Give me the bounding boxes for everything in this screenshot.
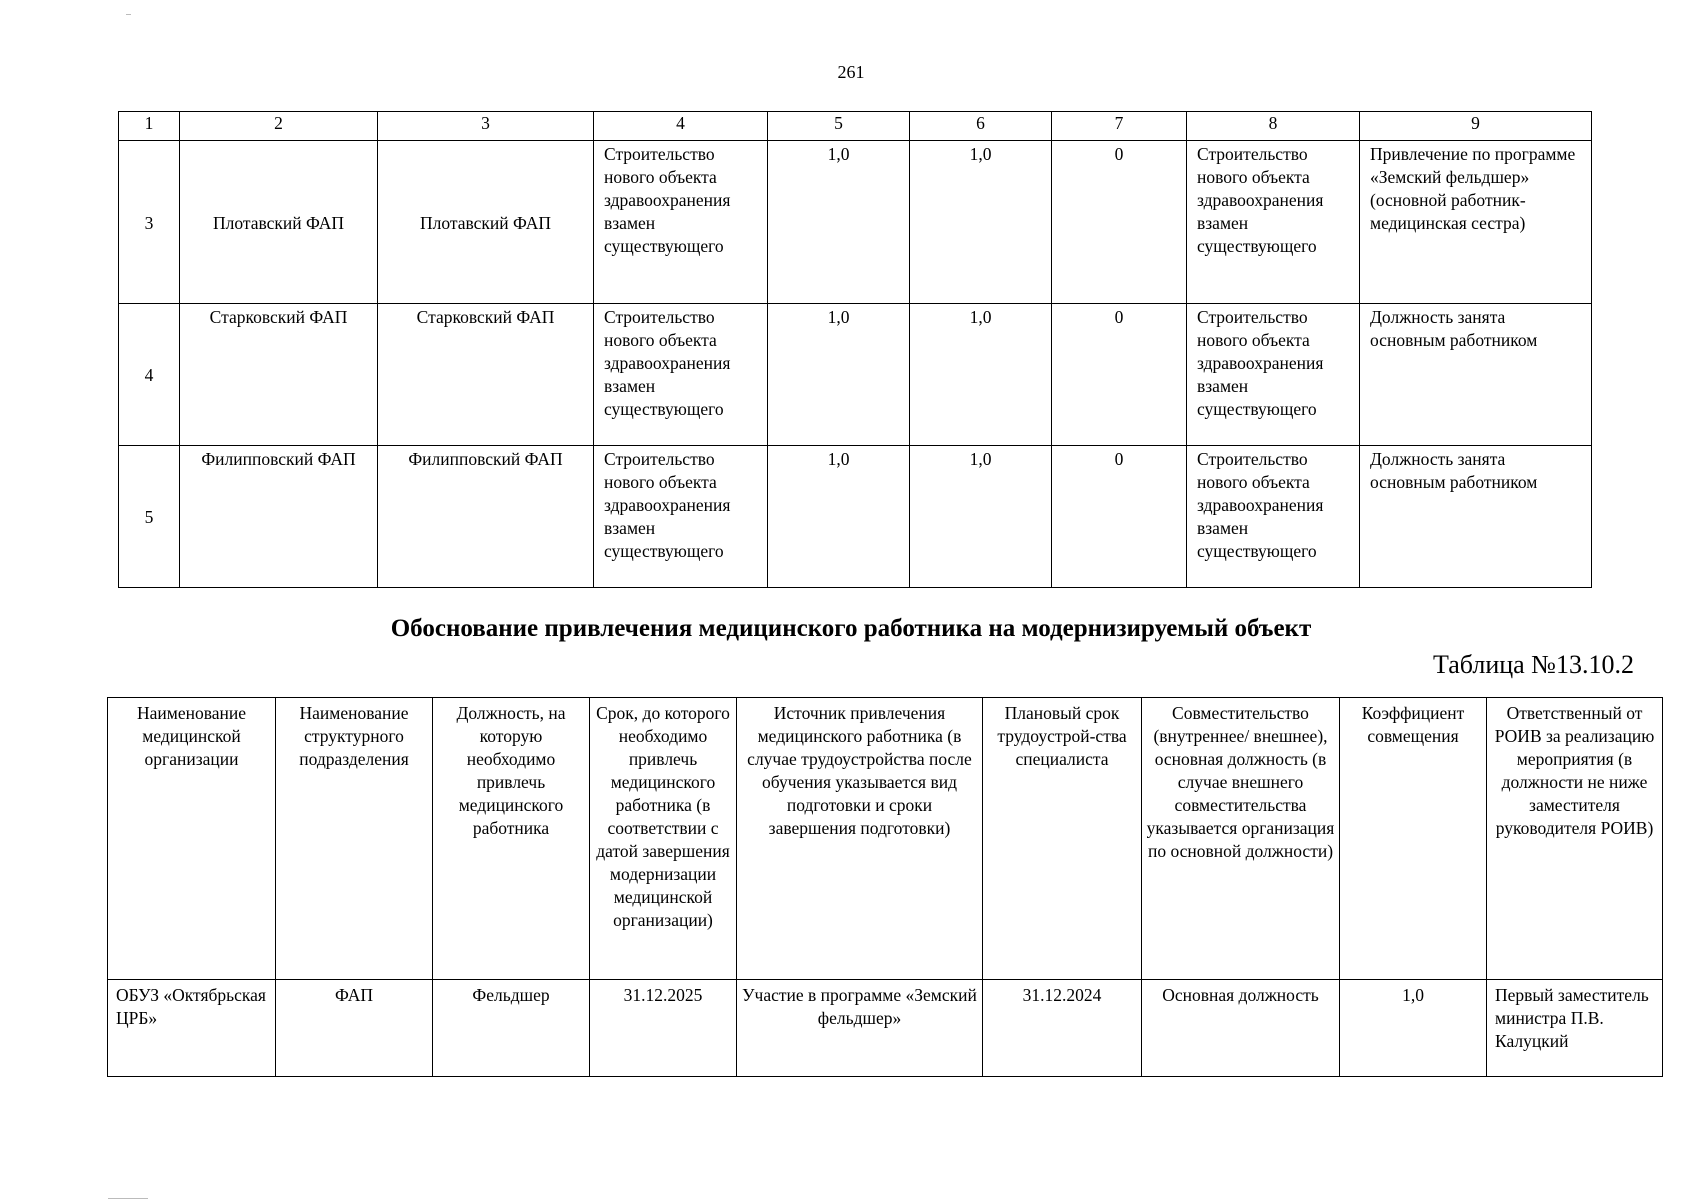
organization-cell: ОБУЗ «Октябрьская ЦРБ»	[108, 980, 276, 1077]
action-cell: Строительство нового объекта здравоохранения взамен существующего	[594, 446, 768, 588]
column-header: Плановый срок трудоустрой-ства специалиста	[983, 698, 1142, 980]
column-header: Коэффициент совмещения	[1340, 698, 1487, 980]
deadline-cell: 31.12.2025	[590, 980, 737, 1077]
column-header: Совместительство (внутреннее/ внешнее), основная должность (в случае внешнего совместительства указывается организация по основной должности)	[1142, 698, 1340, 980]
column-number: 2	[180, 112, 378, 141]
scan-artifact	[108, 1198, 148, 1199]
column-number: 4	[594, 112, 768, 141]
value-cell: 1,0	[768, 304, 910, 446]
result-cell: Строительство нового объекта здравоохранения взамен существующего	[1187, 141, 1360, 304]
value-cell: 1,0	[910, 304, 1052, 446]
subdivision-name: Филипповский ФАП	[378, 446, 594, 588]
table-row	[119, 141, 1592, 304]
combination-cell: Основная должность	[1142, 980, 1340, 1077]
project-table	[118, 111, 1592, 588]
column-number: 5	[768, 112, 910, 141]
facility-name: Филипповский ФАП	[180, 446, 378, 588]
subdivision-name: Плотавский ФАП	[378, 141, 594, 304]
scan-artifact	[126, 14, 131, 15]
page-number: 261	[837, 62, 865, 82]
action-cell: Строительство нового объекта здравоохранения взамен существующего	[594, 141, 768, 304]
column-header: Ответственный от РОИВ за реализацию мероприятия (в должности не ниже заместителя руководителя РОИВ)	[1487, 698, 1663, 980]
column-header: Срок, до которого необходимо привлечь медицинского работника (в соответствии с датой завершения модернизации медицинской организации)	[590, 698, 737, 980]
column-header: Должность, на которую необходимо привлечь медицинского работника	[433, 698, 590, 980]
responsible-cell: Первый заместитель министра П.В. Калуцкий	[1487, 980, 1663, 1077]
coefficient-cell: 1,0	[1340, 980, 1487, 1077]
facility-name: Плотавский ФАП	[180, 141, 378, 304]
value-cell: 1,0	[768, 141, 910, 304]
unit-cell: ФАП	[276, 980, 433, 1077]
note-cell: Привлечение по программе «Земский фельдшер» (основной работник- медицинская сестра)	[1360, 141, 1592, 304]
table-label: Таблица №13.10.2	[1432, 650, 1634, 679]
action-cell: Строительство нового объекта здравоохранения взамен существующего	[594, 304, 768, 446]
value-cell: 0	[1052, 141, 1187, 304]
table-row	[119, 304, 1592, 446]
column-number: 6	[910, 112, 1052, 141]
table-row	[108, 980, 1663, 1077]
column-number: 9	[1360, 112, 1592, 141]
subdivision-name: Старковский ФАП	[378, 304, 594, 446]
column-number: 1	[119, 112, 180, 141]
value-cell: 1,0	[910, 446, 1052, 588]
column-header: Источник привлечения медицинского работника (в случае трудоустройства после обучения указывается вид подготовки и сроки завершения подготовки)	[737, 698, 983, 980]
column-number: 8	[1187, 112, 1360, 141]
table-header-row	[108, 698, 1663, 980]
planned-date-cell: 31.12.2024	[983, 980, 1142, 1077]
row-number: 3	[119, 141, 180, 304]
note-cell: Должность занята основным работником	[1360, 446, 1592, 588]
value-cell: 1,0	[910, 141, 1052, 304]
value-cell: 1,0	[768, 446, 910, 588]
row-number: 5	[119, 446, 180, 588]
column-number: 3	[378, 112, 594, 141]
column-header: Наименование медицинской организации	[108, 698, 276, 980]
table-row	[119, 446, 1592, 588]
position-cell: Фельдшер	[433, 980, 590, 1077]
source-cell: Участие в программе «Земский фельдшер»	[737, 980, 983, 1077]
column-number: 7	[1052, 112, 1187, 141]
result-cell: Строительство нового объекта здравоохранения взамен существующего	[1187, 446, 1360, 588]
table-header-row	[119, 112, 1592, 141]
note-cell: Должность занята основным работником	[1360, 304, 1592, 446]
section-title: Обоснование привлечения медицинского работника на модернизируемый объект	[390, 615, 1312, 642]
column-header: Наименование структурного подразделения	[276, 698, 433, 980]
value-cell: 0	[1052, 304, 1187, 446]
row-number: 4	[119, 304, 180, 446]
value-cell: 0	[1052, 446, 1187, 588]
result-cell: Строительство нового объекта здравоохранения взамен существующего	[1187, 304, 1360, 446]
staffing-table	[107, 697, 1663, 1077]
facility-name: Старковский ФАП	[180, 304, 378, 446]
